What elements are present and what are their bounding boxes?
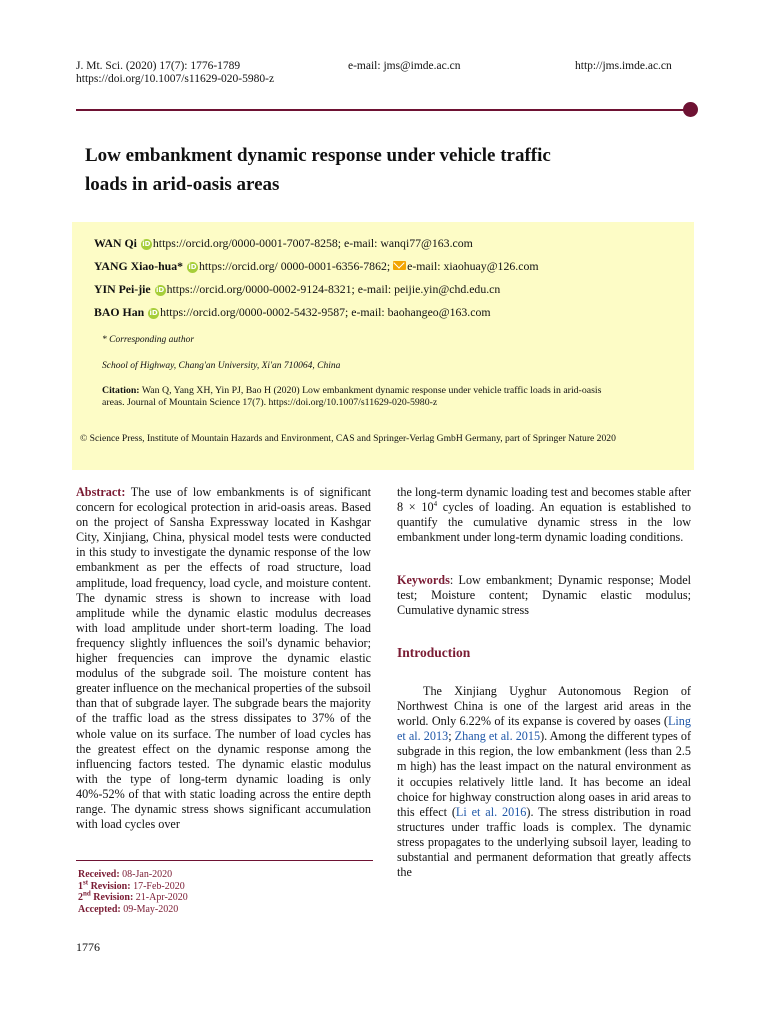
orcid-icon[interactable]: iD <box>149 309 158 317</box>
author-yin-pei-jie <box>94 282 500 297</box>
revision-1-label: Revision: <box>88 880 131 892</box>
author-bao-han <box>94 305 491 320</box>
abstract-label: Abstract: <box>76 485 126 499</box>
citation-text-2: areas. Journal of Mountain Science 17(7). https://doi.org/10.1007/s11629-020-5980-z <box>102 397 438 408</box>
title-line-2: loads in arid-oasis areas <box>85 174 280 195</box>
author-orcid[interactable]: https://orcid.org/ 0000-0001-6356-7862; <box>199 259 391 273</box>
abstract-continued-text-1: the long-term dynamic loading test and becomes stable after 8 × 10 <box>397 485 691 515</box>
citation-link[interactable]: Zhang et al. 2015 <box>454 729 541 744</box>
citation-link[interactable]: Li et al. 2016 <box>455 804 527 819</box>
page-number: 1776 <box>76 940 100 954</box>
affiliation: School of Highway, Chang'an University, Xi'an 710064, China <box>102 361 341 371</box>
journal-website[interactable]: http://jms.imde.ac.cn <box>575 60 672 72</box>
introduction-paragraph <box>397 684 691 880</box>
citation <box>102 385 687 409</box>
corresponding-author-note: * Corresponding author <box>102 335 195 345</box>
received-label: Received: <box>78 869 120 880</box>
header-rule-dot <box>683 102 698 117</box>
keywords <box>397 573 691 618</box>
accepted-label: Accepted: <box>78 903 121 915</box>
revision-2-label: Revision: <box>90 892 134 903</box>
citation-text-1: Wan Q, Yang XH, Yin PJ, Bao H (2020) Low embankment dynamic response under vehicle traffic loads in arid-oasis <box>141 385 602 396</box>
author-name: YANG Xiao-hua* <box>94 259 184 273</box>
journal-reference: J. Mt. Sci. (2020) 17(7): 1776-1789 <box>76 60 241 72</box>
author-yang-xiao-hua <box>94 259 539 274</box>
keywords-label: Keywords <box>397 573 450 587</box>
intro-text-2: ). Among the different types of subgrade in this region, the low embankment (less than 2.5 m high) has the least impact on the natural environment as it occupies relatively little land. It has become an ideal choice for highway construction along oases in arid areas to this effect ( <box>397 729 692 819</box>
copyright-notice: © Science Press, Institute of Mountain Hazards and Environment, CAS and Springer-Verlag GmbH Germany, part of Springer Nature 2020 <box>80 433 616 444</box>
introduction-heading: Introduction <box>397 645 471 660</box>
author-name: BAO Han <box>94 305 145 319</box>
revision-1-suffix: st <box>83 878 89 887</box>
revision-1-number: 1 <box>78 880 83 892</box>
citation-link[interactable]: Ling et al. 2013 <box>397 714 691 744</box>
abstract-continued <box>397 485 691 545</box>
abstract <box>76 485 371 832</box>
orcid-icon[interactable]: iD <box>188 263 197 271</box>
author-name: WAN Qi <box>94 236 137 250</box>
revision-2-suffix: nd <box>83 889 91 898</box>
journal-email[interactable]: e-mail: jms@imde.ac.cn <box>348 60 461 72</box>
accepted-date: 09-May-2020 <box>123 903 179 915</box>
author-details[interactable]: https://orcid.org/0000-0002-9124-8321; e-mail: peijie.yin@chd.edu.cn <box>166 282 501 296</box>
author-email[interactable]: e-mail: xiaohuay@126.com <box>407 259 539 273</box>
author-details[interactable]: https://orcid.org/0000-0001-7007-8258; e-mail: wanqi77@163.com <box>152 236 473 250</box>
paper-title <box>85 141 695 199</box>
author-name: YIN Pei-jie <box>94 282 151 296</box>
citation-separator: ; <box>448 729 455 744</box>
received-dates <box>78 869 188 915</box>
author-wan-qi <box>94 236 473 251</box>
title-line-1: Low embankment dynamic response under vehicle traffic <box>85 145 551 166</box>
exponent: 4 <box>433 500 438 509</box>
email-icon[interactable] <box>393 261 406 270</box>
received-rule <box>76 860 373 861</box>
revision-1-date: 17-Feb-2020 <box>133 880 185 892</box>
intro-text-3: ). The stress distribution in road structures under traffic loads is complex. The dynamic stress propagates to the underlying subsoil layer, leading to substantial and permanent deformation that greatly affects the <box>397 804 691 880</box>
revision-2-number: 2 <box>78 892 83 903</box>
citation-label: Citation: <box>102 385 140 396</box>
received-date: 08-Jan-2020 <box>122 869 173 880</box>
keywords-text: : Low embankment; Dynamic response; Model test; Moisture content; Dynamic elastic modulus; Cumulative dynamic stress <box>397 573 691 618</box>
intro-text-1: The Xinjiang Uyghur Autonomous Region of Northwest China is one of the largest arid areas in the world. Only 6.22% of its expanse is covered by oases ( <box>397 684 691 729</box>
author-details[interactable]: https://orcid.org/0000-0002-5432-9587; e-mail: baohangeo@163.com <box>160 305 491 319</box>
abstract-text: The use of low embankments is of significant concern for ecological protection in arid-oasis areas. Based on the project of Sansha Expressway located in Kashgar City, Xinjiang, China, physical model tests were conducted in this study to investigate the dynamic response of the low embankment as per the effects of road structure, load amplitude, load frequency, load cycle, and moisture content. The dynamic stress is shown to increase with load amplitude while the dynamic elastic modulus decreases with load amplitude under short-term loading. The load frequency slightly influences the soil's dynamic behavior; higher frequencies can improve the dynamic elastic modulus of the subgrade soil. The moisture content has greater influence on the mechanical properties of the subsoil than that of subgrade layer. The subgrade bears the majority of the traffic load as the stress dissipates to 37% of the whole value on its surface. The number of load cycles has the greatest effect on the dynamic response among the influencing factors tested. The dynamic elastic modulus with the type of long-term dynamic loading is only 40%-52% of that with static loading across the entire depth range. The dynamic stress shows significant accumulation with load cycles over <box>76 485 371 832</box>
abstract-continued-text-2: cycles of loading. An equation is established to quantify the cumulative dynamic stress in the low embankment under long-term dynamic loading conditions. <box>397 500 691 545</box>
header-rule <box>76 109 686 111</box>
doi-link[interactable]: https://doi.org/10.1007/s11629-020-5980-z <box>76 73 275 85</box>
orcid-icon[interactable]: iD <box>142 240 151 248</box>
revision-2-date: 21-Apr-2020 <box>135 892 188 903</box>
orcid-icon[interactable]: iD <box>156 286 165 294</box>
